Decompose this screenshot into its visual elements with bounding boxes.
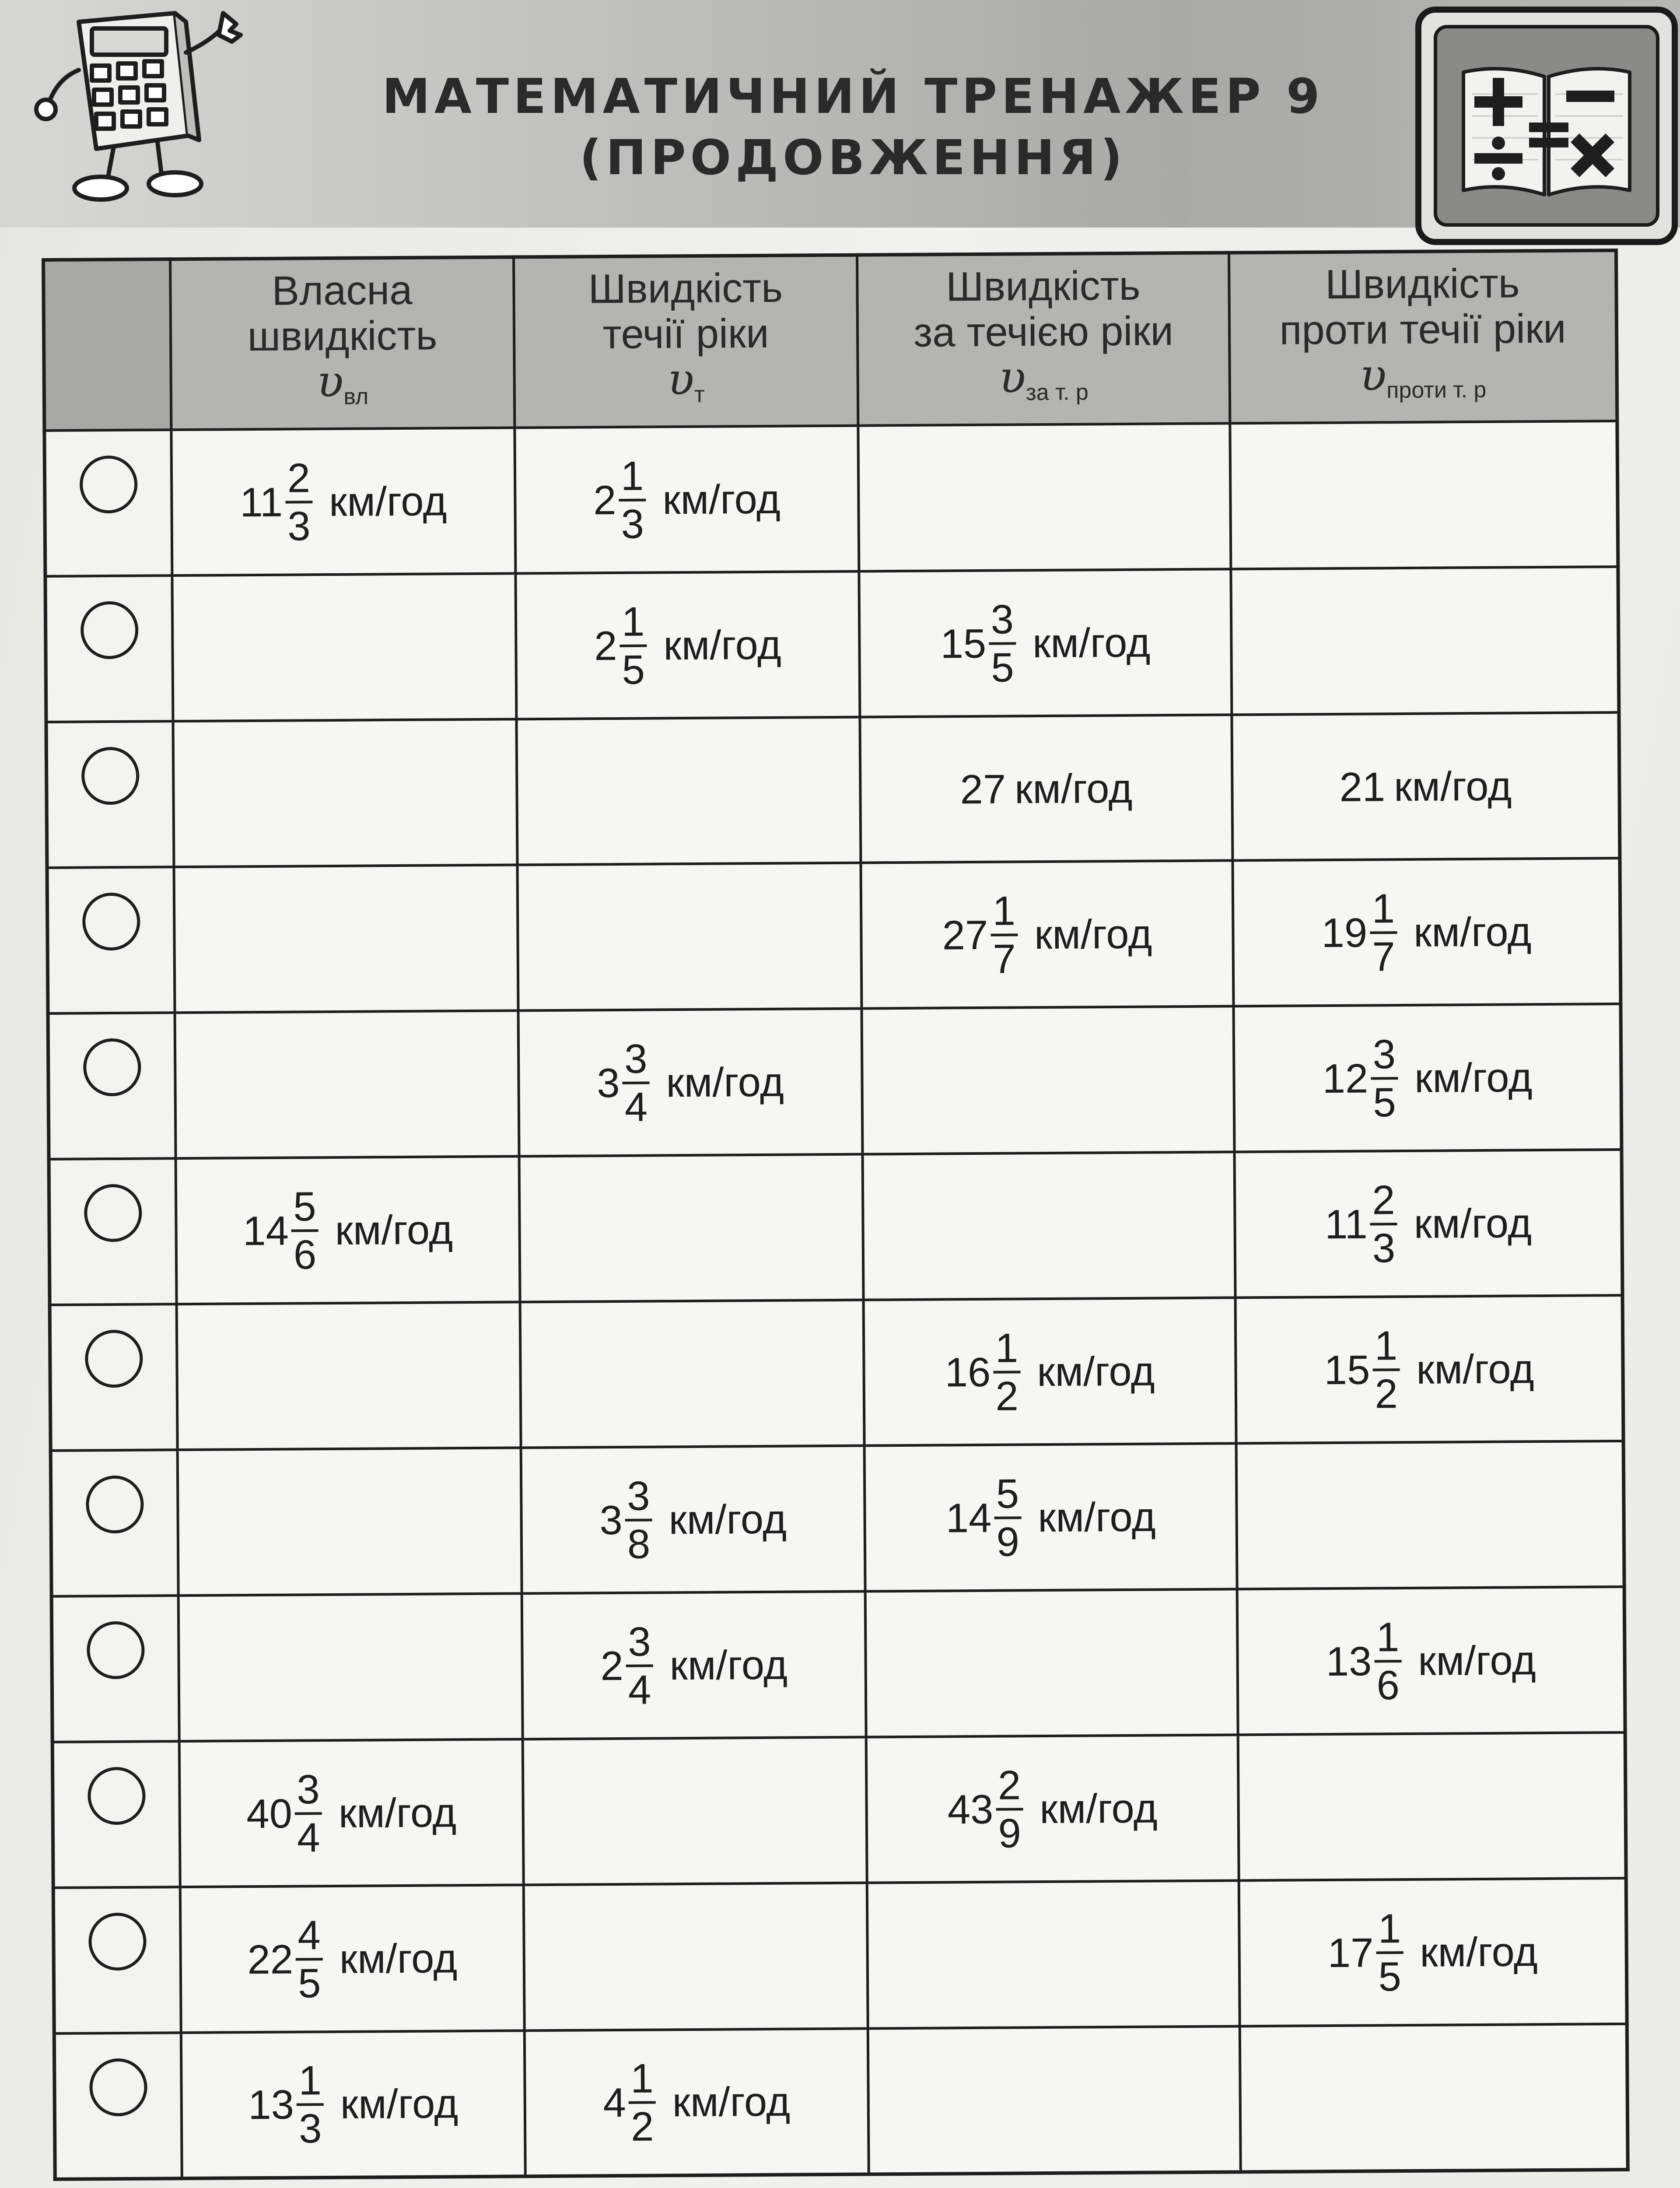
upstream-speed-cell	[1232, 858, 1620, 1006]
section-badge-inner	[1434, 25, 1659, 227]
header-line-2: течії ріки	[602, 310, 769, 358]
answer-circle-cell[interactable]	[51, 1450, 178, 1596]
fraction-numerator: 1	[1374, 1322, 1398, 1368]
fraction-numerator: 2	[1372, 1176, 1395, 1223]
speed-unit: км/год	[338, 1789, 457, 1836]
own-speed-cell	[177, 1302, 521, 1450]
upstream-speed-cell	[1232, 712, 1620, 860]
whole-number: 40	[246, 1790, 293, 1837]
own-speed-cell	[176, 1156, 520, 1304]
fraction-numerator: 1	[621, 598, 645, 645]
speed-unit: км/год	[339, 1935, 458, 1982]
fraction	[1370, 886, 1397, 979]
speed-table-wrapper	[42, 249, 1626, 2179]
answer-circle[interactable]	[84, 1330, 143, 1388]
fraction-numerator: 4	[298, 1911, 321, 1958]
speed-value	[945, 1324, 1155, 1419]
whole-number: 11	[1324, 1201, 1368, 1247]
speed-value	[600, 1618, 788, 1713]
table-row	[46, 712, 1620, 868]
own-speed-cell	[180, 1885, 525, 2033]
answer-circle-cell[interactable]	[46, 721, 174, 868]
speed-value	[247, 1911, 458, 2006]
downstream-speed-cell	[864, 1297, 1236, 1445]
speed-unit: км/год	[1034, 911, 1152, 957]
whole-number: 13	[1326, 1637, 1372, 1684]
whole-number: 16	[945, 1349, 991, 1395]
whole-number: 11	[240, 479, 283, 525]
speed-value	[603, 2055, 791, 2150]
fraction-numerator: 1	[995, 1324, 1018, 1371]
own-speed-cell	[178, 1448, 522, 1595]
header-line-1: Швидкість	[1325, 260, 1520, 308]
speed-unit: км/год	[669, 1641, 788, 1688]
speed-unit: км/год	[1032, 619, 1151, 666]
fraction	[620, 599, 647, 692]
current-speed-cell	[521, 1446, 865, 1594]
fraction-denominator: 6	[293, 1231, 317, 1278]
speed-unit: км/год	[1420, 1928, 1538, 1975]
answer-circle[interactable]	[88, 1913, 147, 1971]
fraction-numerator: 5	[293, 1183, 316, 1230]
speed-unit: км/год	[663, 621, 781, 668]
fraction-denominator: 7	[1372, 933, 1395, 979]
speed-unit: км/год	[1393, 762, 1512, 810]
header-line-2: проти течії ріки	[1279, 305, 1566, 353]
fraction-denominator: 4	[624, 1083, 648, 1130]
fraction-numerator: 1	[620, 452, 644, 499]
speed-unit: км/год	[1036, 1348, 1155, 1395]
fraction	[294, 1767, 322, 1860]
fraction-denominator: 9	[996, 1518, 1020, 1565]
current-speed-cell	[514, 426, 859, 574]
speed-value	[945, 1470, 1156, 1565]
fraction-denominator: 2	[630, 2103, 654, 2149]
fraction-numerator: 5	[996, 1470, 1019, 1517]
speed-symbol-subscript: вл	[343, 384, 369, 410]
title-line-1: МАТЕМАТИЧНИЙ ТРЕНАЖЕР 9	[382, 68, 1324, 124]
speed-value	[1321, 885, 1532, 980]
fraction	[619, 453, 646, 547]
table-row	[54, 2024, 1628, 2179]
whole-number: 22	[247, 1936, 294, 1982]
table-row	[47, 858, 1621, 1013]
speed-unit: км/год	[1014, 765, 1133, 812]
own-speed-cell	[175, 1010, 519, 1158]
answer-circle[interactable]	[87, 1621, 145, 1680]
speed-symbol-subscript: за т. р	[1026, 379, 1089, 406]
fraction	[625, 1473, 652, 1567]
header-current-speed	[514, 255, 858, 428]
speed-unit: км/год	[340, 2080, 458, 2127]
fraction-denominator: 3	[1372, 1224, 1396, 1271]
header-line-2: за течією ріки	[913, 308, 1174, 355]
header-symbol-line	[172, 355, 513, 421]
fraction-denominator: 8	[627, 1521, 651, 1567]
own-speed-cell	[178, 1593, 523, 1741]
fraction	[993, 1325, 1021, 1419]
upstream-speed-cell	[1236, 1295, 1624, 1443]
table-row	[50, 1295, 1624, 1451]
speed-value	[599, 1472, 787, 1567]
page-title	[306, 66, 1400, 188]
fraction-denominator: 5	[990, 644, 1014, 691]
fraction	[996, 1762, 1023, 1856]
upstream-speed-cell	[1231, 567, 1619, 715]
fraction-numerator: 1	[992, 887, 1016, 934]
speed-symbol: υ	[999, 351, 1026, 403]
answer-circle-cell[interactable]	[47, 867, 175, 1013]
fraction-numerator: 3	[627, 1618, 651, 1665]
whole-number: 21	[1339, 763, 1386, 810]
fraction-numerator: 1	[1378, 1905, 1401, 1951]
speed-value	[1324, 1322, 1534, 1417]
fraction-denominator: 5	[1378, 1953, 1402, 1999]
whole-number: 19	[1321, 909, 1368, 956]
downstream-speed-cell	[858, 423, 1231, 571]
speed-symbol-subscript: т	[694, 382, 705, 407]
downstream-speed-cell	[862, 1006, 1235, 1154]
current-speed-cell	[525, 2029, 869, 2177]
answer-circle-cell[interactable]	[50, 1304, 178, 1451]
fraction-denominator: 6	[1376, 1662, 1400, 1708]
downstream-speed-cell	[859, 569, 1232, 717]
answer-circle[interactable]	[80, 601, 138, 659]
fraction	[295, 1912, 323, 2006]
fraction-numerator: 3	[297, 1766, 320, 1813]
whole-number: 17	[1327, 1929, 1374, 1976]
speed-value	[593, 452, 781, 547]
current-speed-cell	[523, 1737, 867, 1885]
speed-value	[942, 887, 1152, 982]
fraction-denominator: 5	[1373, 1079, 1396, 1125]
downstream-speed-cell	[860, 715, 1232, 863]
answer-circle[interactable]	[81, 747, 139, 805]
answer-circle[interactable]	[89, 2058, 147, 2117]
speed-unit: км/год	[1413, 908, 1532, 955]
calculator-mascot-icon	[31, 4, 258, 210]
speed-value	[940, 596, 1151, 691]
header-corner-cell	[43, 259, 171, 431]
speed-value	[1326, 1613, 1536, 1708]
own-speed-cell	[179, 1739, 524, 1887]
header-downstream-speed	[857, 252, 1230, 425]
answer-circle-cell[interactable]	[53, 1887, 181, 2034]
fraction-numerator: 1	[1372, 885, 1395, 931]
header-line-2: швидкість	[247, 312, 438, 360]
downstream-speed-cell	[868, 2026, 1241, 2174]
whole-number: 15	[1324, 1346, 1370, 1393]
downstream-speed-cell	[864, 1443, 1237, 1591]
speed-unit: км/год	[335, 1206, 453, 1253]
header-symbol-line	[859, 353, 1228, 416]
fraction	[628, 2056, 656, 2149]
speed-value	[1325, 1176, 1532, 1271]
fraction	[988, 596, 1016, 690]
fraction	[296, 2058, 324, 2151]
fraction-denominator: 2	[1375, 1370, 1398, 1417]
math-operations-book-icon	[1455, 59, 1638, 203]
fraction	[1376, 1906, 1404, 1999]
speed-value	[243, 1183, 453, 1278]
speed-unit: км/год	[1416, 1345, 1534, 1392]
speed-unit: км/год	[1418, 1637, 1536, 1684]
header-line-1: Швидкість	[945, 262, 1141, 310]
fraction	[626, 1619, 653, 1712]
header-upstream-speed	[1229, 250, 1617, 423]
own-speed-cell	[171, 428, 515, 575]
table-row	[51, 1441, 1624, 1596]
header-line-1: Власна	[272, 266, 413, 314]
current-speed-cell	[524, 1883, 868, 2031]
downstream-speed-cell	[865, 1589, 1238, 1737]
speed-unit: км/год	[329, 477, 447, 525]
speed-table	[42, 249, 1630, 2181]
own-speed-cell	[174, 865, 518, 1013]
title-line-2: (ПРОДОВЖЕННЯ)	[579, 130, 1127, 186]
whole-number: 43	[947, 1786, 994, 1832]
speed-unit: км/год	[666, 1059, 784, 1105]
fraction-numerator: 3	[626, 1473, 650, 1519]
fraction	[622, 1036, 650, 1129]
fraction	[990, 888, 1018, 982]
fraction-numerator: 2	[287, 454, 311, 501]
header-line-1: Швидкість	[588, 264, 783, 312]
speed-symbol: υ	[317, 355, 344, 407]
whole-number: 13	[248, 2081, 294, 2128]
upstream-speed-cell	[1235, 1150, 1623, 1297]
whole-number: 14	[242, 1207, 289, 1254]
speed-unit: км/год	[1040, 1785, 1158, 1832]
header-symbol-line	[515, 353, 857, 419]
speed-value	[1339, 762, 1512, 810]
whole-number: 12	[1322, 1055, 1368, 1101]
table-row	[45, 567, 1619, 722]
current-speed-cell	[522, 1592, 866, 1739]
table-row	[44, 421, 1618, 576]
whole-number: 2	[593, 477, 616, 523]
speed-unit: км/год	[1038, 1493, 1156, 1540]
answer-circle-cell[interactable]	[54, 2033, 182, 2179]
fraction-numerator: 1	[298, 2057, 322, 2104]
whole-number: 2	[600, 1642, 624, 1689]
answer-circle[interactable]	[84, 1184, 142, 1242]
whole-number: 27	[960, 766, 1006, 812]
upstream-speed-cell	[1237, 1587, 1625, 1735]
fraction-denominator: 5	[622, 646, 645, 693]
table-row	[48, 1004, 1622, 1159]
upstream-speed-cell	[1230, 421, 1618, 569]
fraction-denominator: 2	[995, 1372, 1019, 1419]
upstream-speed-cell	[1239, 1878, 1627, 2026]
answer-circle[interactable]	[82, 893, 140, 951]
answer-circle-cell[interactable]	[52, 1741, 180, 1888]
answer-circle-cell[interactable]	[45, 575, 173, 722]
speed-value	[1327, 1905, 1538, 2000]
fraction	[285, 455, 312, 549]
speed-symbol-subscript: проти т. р	[1386, 377, 1487, 403]
fraction-numerator: 3	[990, 596, 1014, 642]
speed-value	[960, 764, 1132, 813]
current-speed-cell	[520, 1300, 864, 1448]
fraction-numerator: 3	[1372, 1031, 1396, 1077]
header-symbol-line	[1231, 351, 1615, 414]
fraction	[1374, 1614, 1402, 1708]
fraction-denominator: 7	[993, 935, 1016, 982]
fraction-numerator: 1	[1376, 1613, 1400, 1660]
speed-unit: км/год	[668, 1496, 787, 1543]
fraction	[1371, 1031, 1398, 1125]
speed-value	[597, 1035, 784, 1130]
section-badge	[1415, 7, 1678, 245]
whole-number: 14	[945, 1494, 992, 1541]
speed-unit: км/год	[1414, 1199, 1532, 1247]
upstream-speed-cell	[1236, 1441, 1624, 1589]
table-row	[52, 1732, 1626, 1888]
answer-circle[interactable]	[88, 1767, 146, 1825]
current-speed-cell	[516, 717, 861, 865]
fraction	[291, 1184, 318, 1277]
fraction-numerator: 1	[630, 2055, 654, 2101]
table-row	[52, 1587, 1625, 1742]
header-own-speed	[170, 257, 514, 430]
fraction-denominator: 4	[297, 1814, 320, 1860]
fraction-denominator: 5	[298, 1960, 321, 2006]
fraction-numerator: 3	[624, 1035, 648, 1082]
table-row	[53, 1878, 1627, 2034]
upstream-speed-cell	[1240, 2024, 1628, 2172]
table-row	[49, 1150, 1623, 1305]
table-header-row	[43, 250, 1617, 431]
speed-value	[594, 598, 782, 693]
fraction	[994, 1471, 1022, 1564]
whole-number: 27	[942, 912, 988, 958]
table-body	[44, 421, 1628, 2179]
answer-circle[interactable]	[85, 1476, 144, 1534]
whole-number: 15	[940, 620, 987, 666]
own-speed-cell	[173, 719, 517, 867]
speed-symbol: υ	[1359, 349, 1387, 401]
answer-circle[interactable]	[83, 1038, 141, 1097]
whole-number: 3	[599, 1497, 623, 1543]
current-speed-cell	[518, 1009, 863, 1157]
current-speed-cell	[517, 863, 861, 1011]
own-speed-cell	[181, 2030, 525, 2178]
speed-unit: км/год	[1414, 1054, 1533, 1101]
whole-number: 2	[594, 622, 617, 669]
upstream-speed-cell	[1238, 1732, 1626, 1880]
fraction-denominator: 3	[298, 2105, 322, 2152]
speed-unit: км/год	[672, 2078, 791, 2125]
speed-symbol: υ	[667, 353, 695, 405]
fraction-denominator: 4	[628, 1666, 651, 1713]
whole-number: 3	[596, 1059, 620, 1106]
speed-value	[240, 454, 447, 549]
speed-value	[246, 1766, 457, 1861]
downstream-speed-cell	[867, 1880, 1240, 2028]
downstream-speed-cell	[861, 860, 1233, 1008]
answer-circle-cell[interactable]	[48, 1013, 176, 1159]
current-speed-cell	[519, 1154, 864, 1302]
answer-circle[interactable]	[79, 456, 137, 514]
whole-number: 4	[603, 2079, 626, 2126]
fraction-denominator: 3	[621, 501, 644, 547]
fraction-denominator: 9	[998, 1809, 1022, 1856]
upstream-speed-cell	[1233, 1004, 1621, 1152]
speed-value	[947, 1761, 1158, 1856]
answer-circle-cell[interactable]	[44, 430, 172, 576]
fraction	[1372, 1323, 1400, 1417]
fraction	[1370, 1177, 1397, 1271]
speed-value	[1322, 1031, 1533, 1126]
fraction-numerator: 2	[998, 1761, 1021, 1808]
current-speed-cell	[515, 572, 860, 719]
fraction-denominator: 3	[287, 502, 311, 549]
speed-value	[248, 2057, 458, 2152]
speed-unit: км/год	[662, 476, 780, 522]
downstream-speed-cell	[863, 1152, 1236, 1300]
own-speed-cell	[172, 573, 516, 721]
answer-circle-cell[interactable]	[49, 1158, 177, 1305]
downstream-speed-cell	[866, 1735, 1239, 1883]
answer-circle-cell[interactable]	[52, 1595, 179, 1742]
